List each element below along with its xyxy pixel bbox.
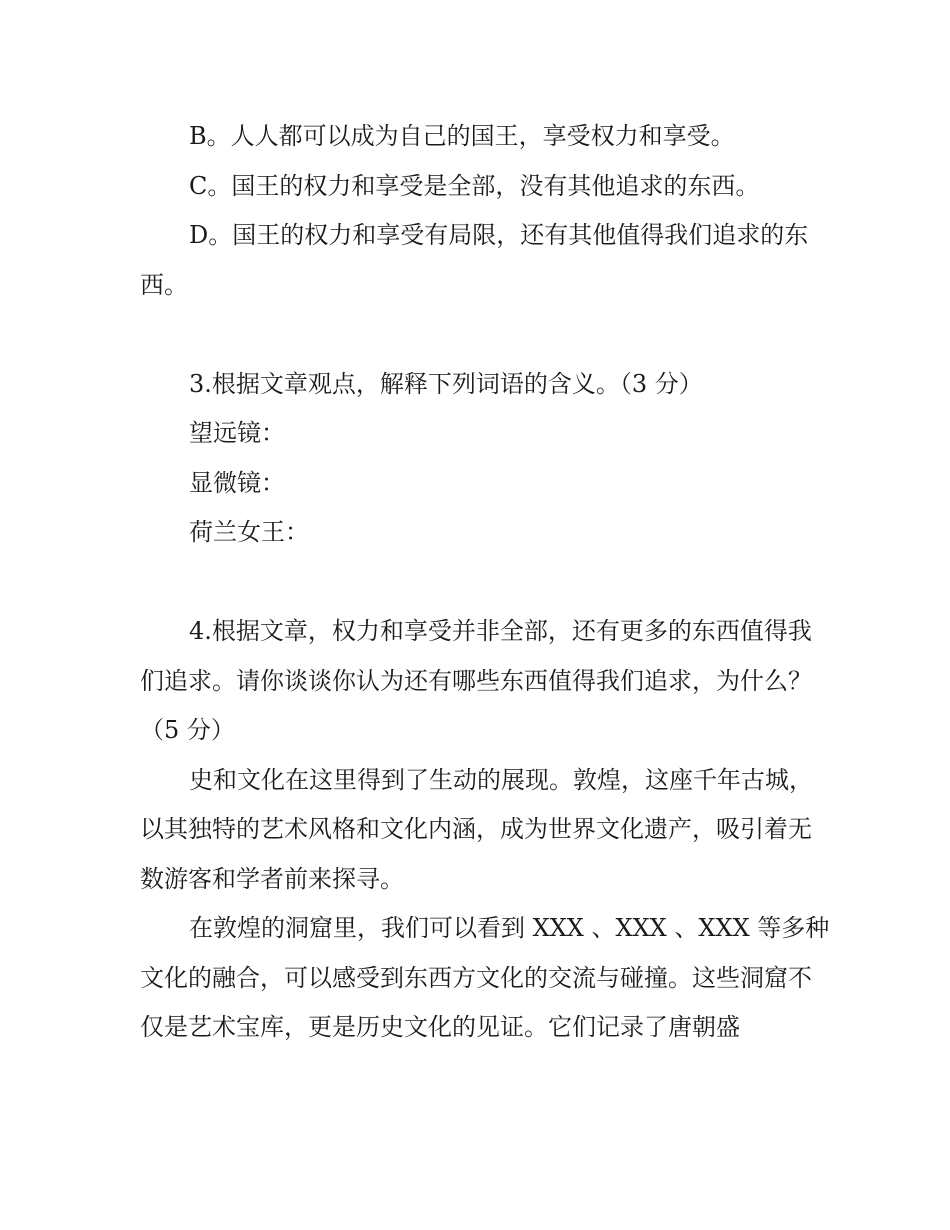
question-4-prompt: 4.根据文章，权力和享受并非全部，还有更多的东西值得我们追求。请你谈谈你认为还有哪些东西值得我们追求，为什么？（5 分） (140, 617, 812, 744)
option-d: D。国王的权力和享受有局限，还有其他值得我们追求的东西。 (140, 221, 809, 299)
term-dutch-queen: 荷兰女王： (189, 518, 309, 546)
option-c: C。国王的权力和享受是全部，没有其他追求的东西。 (189, 171, 760, 200)
paragraph-dunhuang-intro: 史和文化在这里得到了生动的展现。敦煌，这座千年古城，以其独特的艺术风格和文化内涵，成为世界文化遗产，吸引着无数游客和学者前来探寻。 (140, 765, 813, 893)
document-body (140, 112, 830, 1053)
question-3-prompt: 3.根据文章观点，解释下列词语的含义。（3 分） (189, 369, 703, 398)
spacer (140, 310, 830, 360)
option-b: B。人人都可以成为自己的国王，享受权力和享受。 (189, 122, 735, 150)
term-microscope: 显微镜： (189, 468, 285, 497)
term-telescope: 望远镜： (189, 419, 285, 447)
spacer (140, 558, 830, 608)
paragraph-dunhuang-caves: 在敦煌的洞窟里，我们可以看到 XXX 、XXX 、XXX 等多种文化的融合，可以感受到东西方文化的交流与碰撞。这些洞窟不仅是艺术宝库，更是历史文化的见证。它们记录了唐朝盛 (140, 914, 830, 1041)
